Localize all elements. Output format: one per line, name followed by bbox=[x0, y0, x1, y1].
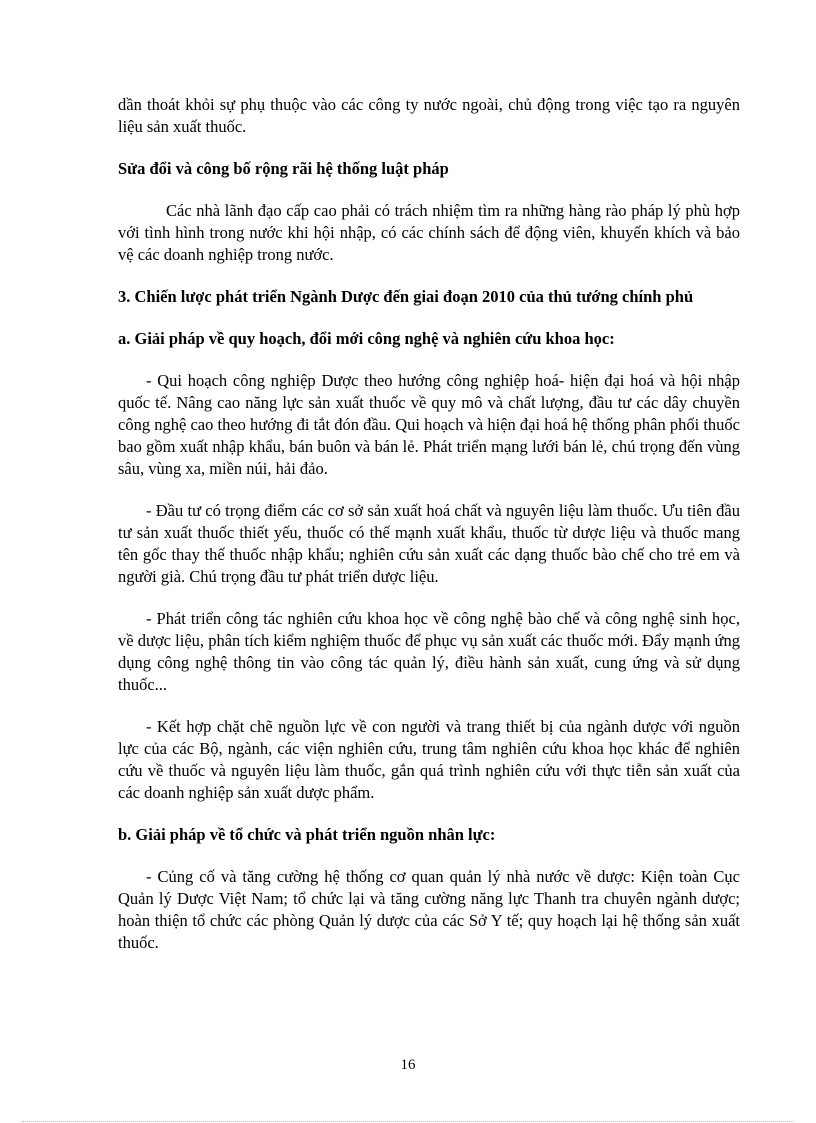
paragraph-continuation: dần thoát khỏi sự phụ thuộc vào các công ty nước ngoài, chủ động trong việc tạo ra nguyên liệu sản xuất thuốc. bbox=[118, 95, 740, 136]
paragraph-cooperation: - Kết hợp chặt chẽ nguồn lực về con người và trang thiết bị của ngành dược với nguồn lực của các Bộ, ngành, các viện nghiên cứu, trung tâm nghiên cứu khoa học khác để nghiên cứu về thuốc và nguyên liệu làm thuốc, gắn quá trình nghiên cứu với thực tiễn sản xuất của các doanh nghiệp sản xuất dược phẩm. bbox=[118, 717, 740, 802]
paragraph-organization: - Củng cố và tăng cường hệ thống cơ quan quản lý nhà nước về dược: Kiện toàn Cục Quản lý Dược Việt Nam; tổ chức lại và tăng cường năng lực Thanh tra chuyên ngành dược; hoàn thiện tổ chức các phòng Quản lý dược của các Sở Y tế; quy hoạch lại hệ thống sản xuất thuốc. bbox=[118, 867, 740, 952]
page-number: 16 bbox=[400, 1057, 416, 1073]
paragraph-leaders: Các nhà lãnh đạo cấp cao phải có trách nhiệm tìm ra những hàng rào pháp lý phù hợp với tình hình trong nước khi hội nhập, có các chính sách để động viên, khuyến khích và bảo vệ các doanh nghiệp trong nước. bbox=[118, 201, 740, 264]
footer-divider bbox=[22, 1121, 794, 1122]
heading-section-3: 3. Chiến lược phát triển Ngành Dược đến giai đoạn 2010 của thủ tướng chính phủ bbox=[118, 287, 694, 306]
paragraph-investment: - Đầu tư có trọng điểm các cơ sở sản xuất hoá chất và nguyên liệu làm thuốc. Ưu tiên đầu tư sản xuất thuốc thiết yếu, thuốc có thế mạnh xuất khẩu, thuốc từ dược liệu và thuốc mang tên gốc thay thế thuốc nhập khẩu; nghiên cứu sản xuất các dạng thuốc bào chế cho trẻ em và người già. Chú trọng đầu tư phát triển dược liệu. bbox=[118, 501, 740, 586]
heading-solution-a: a. Giải pháp về quy hoạch, đổi mới công nghệ và nghiên cứu khoa học: bbox=[118, 329, 615, 348]
heading-law-reform: Sửa đổi và công bố rộng rãi hệ thống luật pháp bbox=[118, 159, 449, 178]
heading-solution-b: b. Giải pháp về tổ chức và phát triển nguồn nhân lực: bbox=[118, 825, 496, 844]
document-body bbox=[118, 94, 740, 954]
paragraph-planning: - Qui hoạch công nghiệp Dược theo hướng công nghiệp hoá- hiện đại hoá và hội nhập quốc tế. Nâng cao năng lực sản xuất thuốc về quy mô và chất lượng, đầu tư các dây chuyền công nghệ cao theo hướng đi tắt đón đầu. Qui hoạch và hiện đại hoá hệ thống phân phối thuốc bao gồm xuất nhập khẩu, bán buôn và bán lẻ. Phát triển mạng lưới bán lẻ, chú trọng đến vùng sâu, vùng xa, miền núi, hải đảo. bbox=[118, 371, 740, 478]
paragraph-research: - Phát triển công tác nghiên cứu khoa học về công nghệ bào chế và công nghệ sinh học, về dược liệu, phân tích kiểm nghiệm thuốc để phục vụ sản xuất các thuốc mới. Đẩy mạnh ứng dụng công nghệ thông tin vào công tác quản lý, điều hành sản xuất, cung ứng và sử dụng thuốc... bbox=[118, 609, 740, 694]
